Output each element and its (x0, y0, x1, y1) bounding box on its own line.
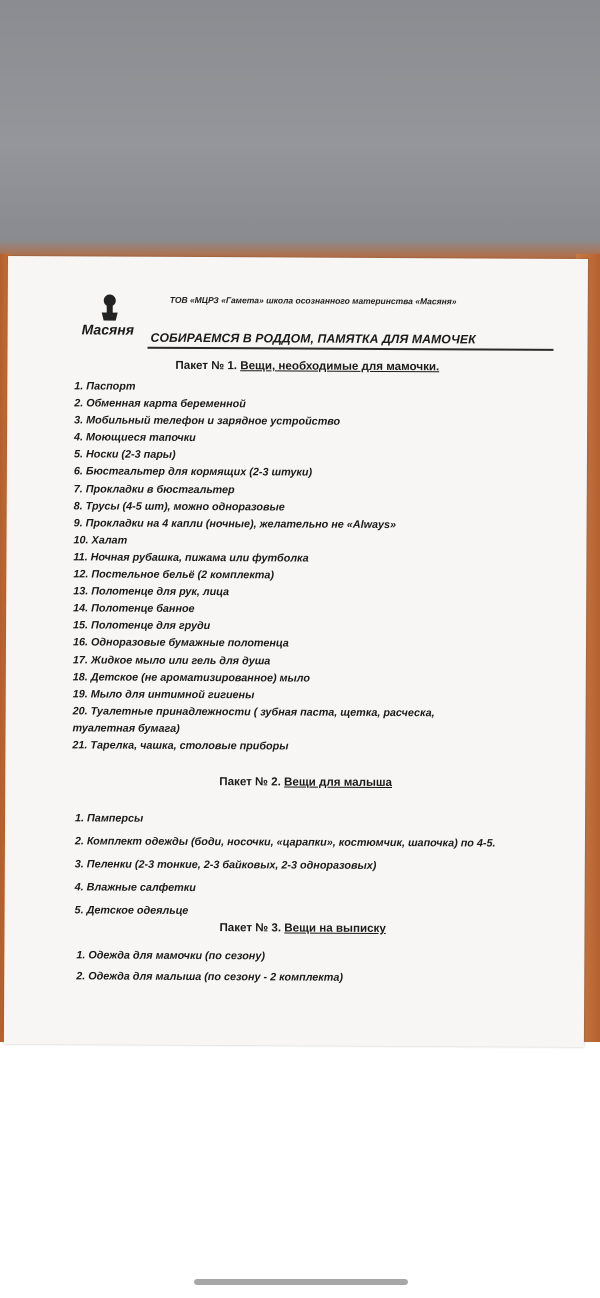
list-item: 3. Пеленки (2-3 тонкие, 2-3 байковых, 2-3 одноразовых) (74, 858, 377, 872)
list-item: 4. Влажные салфетки (74, 881, 196, 894)
list-item: 8. Трусы (4-5 шт), можно одноразовые (73, 500, 285, 514)
list-item: 12. Постельное бельё (2 комплекта) (73, 568, 275, 582)
list-item: 3. Мобильный телефон и зарядное устройство (74, 414, 341, 428)
list-item: 2. Комплект одежды (боди, носочки, «царапки», костюмчик, шапочка) по 4-5. (74, 835, 496, 850)
package-3-heading (219, 921, 385, 935)
package-1-list (72, 378, 494, 756)
list-item: 6. Бюстгальтер для кормящих (2-3 штуки) (73, 465, 313, 480)
list-item: 5. Носки (2-3 пары) (73, 448, 176, 462)
list-item: 7. Прокладки в бюстгальтер (73, 482, 235, 496)
list-item: 15. Полотенце для груди (73, 619, 211, 633)
package-3-list (76, 945, 343, 988)
list-item: 18. Детское (не ароматизированное) мыло (72, 670, 310, 685)
list-item: 1. Одежда для мамочки (по сезону) (76, 949, 265, 963)
package-3-label: Пакет № 3. (219, 921, 282, 935)
package-2-heading (219, 775, 392, 789)
memo-sheet (4, 256, 588, 1047)
list-item: 21. Тарелка, чашка, столовые приборы (72, 739, 289, 753)
masyanya-logo (80, 290, 138, 340)
list-item: 1. Паспорт (74, 380, 136, 393)
package-1-title: Вещи, необходимые для мамочки. (240, 359, 440, 374)
list-item: 9. Прокладки на 4 капли (ночные), желательно не «Always» (73, 517, 397, 531)
list-item: 1. Памперсы (75, 812, 144, 825)
list-item: 5. Детское одеяльце (74, 904, 189, 917)
package-2-label: Пакет № 2. (219, 775, 281, 789)
list-item: 2. Одежда для малыша (по сезону - 2 комплекта) (76, 970, 344, 984)
package-1-heading (175, 359, 439, 373)
organization-line: ТОВ «МЦРЗ «Гамета» школа осознанного материнства «Масяня» (169, 294, 457, 307)
list-item: 14. Полотенце банное (73, 602, 195, 616)
list-item: 11. Ночная рубашка, пижама или футболка (73, 551, 309, 565)
list-item: 2. Обменная карта беременной (74, 397, 246, 411)
home-indicator[interactable] (194, 1279, 408, 1285)
package-2-title: Вещи для малыша (284, 775, 393, 790)
list-item: 17. Жидкое мыло или гель для душа (72, 653, 271, 667)
package-2-list (75, 807, 496, 924)
list-item: 19. Мыло для интимной гигиены (72, 688, 255, 701)
package-1-label: Пакет № 1. (175, 358, 238, 373)
list-item: 16. Одноразовые бумажные полотенца (72, 636, 289, 650)
logo-text: Масяня (81, 321, 135, 338)
list-item: 13. Полотенце для рук, лица (73, 585, 230, 599)
title-underline (148, 347, 554, 351)
list-item: 10. Халат (73, 534, 128, 547)
page-title: СОБИРАЕМСЯ В РОДДОМ, ПАМЯТКА ДЛЯ МАМОЧЕК (150, 330, 476, 347)
list-item: 4. Моющиеся тапочки (74, 431, 196, 445)
package-3-title: Вещи на выписку (284, 921, 386, 935)
list-item: 20. Туалетные принадлежности ( зубная паста, щетка, расческа, туалетная бумага) (72, 705, 435, 735)
wall-background (0, 0, 600, 262)
